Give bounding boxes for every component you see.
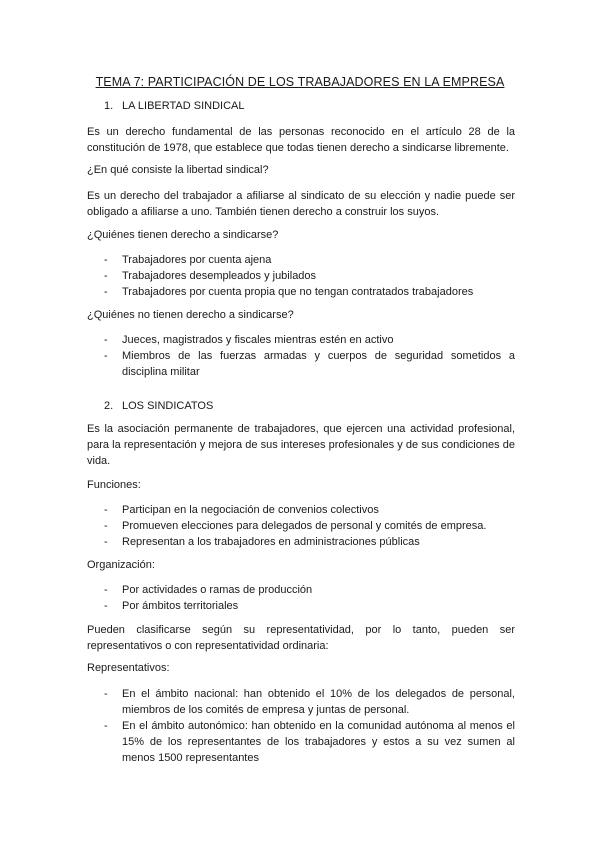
question-1: ¿En qué consiste la libertad sindical? (87, 164, 269, 176)
section-1-intro: Es un derecho fundamental de las personas reconocido en el artículo 28 de la constitución de 1978, que establece que todas tienen derecho a sindicarse libremente. (87, 126, 515, 154)
section-2-heading (104, 398, 213, 414)
question-2: ¿Quiénes tienen derecho a sindicarse? (87, 229, 279, 241)
list-item: - Miembros de las fuerzas armadas y cuerpos de seguridad sometidos a disciplina militar (104, 350, 515, 378)
list-item: - Trabajadores por cuenta propia que no tengan contratados trabajadores (104, 286, 474, 298)
list-item: - Por actividades o ramas de producción (104, 584, 313, 596)
funciones-label: Funciones: (87, 479, 141, 491)
list-no-tienen-derecho (87, 332, 515, 380)
organizacion-label: Organización: (87, 559, 155, 571)
page-title: TEMA 7: PARTICIPACIÓN DE LOS TRABAJADORES EN LA EMPRESA (95, 75, 505, 89)
section-2-intro: Es la asociación permanente de trabajadores, que ejercen una actividad profesional, para la representación y mejora de sus intereses profesionales y de sus condiciones de vida. (87, 423, 515, 467)
question-3: ¿Quiénes no tienen derecho a sindicarse? (87, 309, 294, 321)
list-item: - En el ámbito autonómico: han obtenido en la comunidad autónoma al menos el 15% de los representantes de los trabajadores y estos a su vez sumen al menos 1500 representantes (104, 720, 515, 764)
list-item: - Promueven elecciones para delegados de personal y comités de empresa. (104, 520, 487, 532)
list-representativos (87, 686, 515, 766)
list-item: - Participan en la negociación de convenios colectivos (104, 504, 379, 516)
section-number: 1. (104, 100, 114, 112)
list-organizacion (87, 582, 515, 614)
section-title: LA LIBERTAD SINDICAL (122, 100, 245, 112)
representativos-label: Representativos: (87, 662, 170, 674)
list-item: - Por ámbitos territoriales (104, 600, 239, 612)
list-item: - Representan a los trabajadores en administraciones públicas (104, 536, 420, 548)
section-1-heading (104, 98, 244, 114)
section-title: LOS SINDICATOS (122, 400, 214, 412)
list-tienen-derecho (87, 252, 515, 300)
answer-1: Es un derecho del trabajador a afiliarse al sindicato de su elección y nadie puede ser obligado a afiliarse a uno. También tienen derecho a construir los suyos. (87, 190, 515, 218)
list-item: - Trabajadores por cuenta ajena (104, 254, 272, 266)
list-item: - Trabajadores desempleados y jubilados (104, 270, 317, 282)
list-item: - Jueces, magistrados y fiscales mientras estén en activo (104, 334, 394, 346)
section-number: 2. (104, 400, 114, 412)
list-funciones (87, 502, 515, 550)
list-item: - En el ámbito nacional: han obtenido el 10% de los delegados de personal, miembros de los comités de empresa y juntas de personal. (104, 688, 515, 716)
clasificacion-paragraph: Pueden clasificarse según su representatividad, por lo tanto, pueden ser representativos o con representatividad ordinaria: (87, 624, 515, 652)
